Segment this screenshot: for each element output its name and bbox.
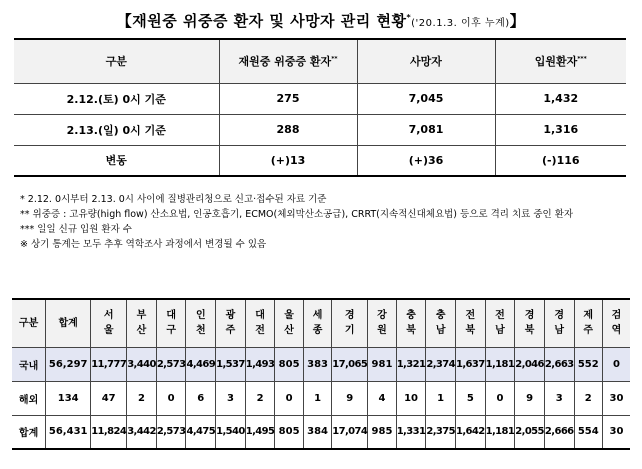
- regional-header-cell: 서 울: [91, 299, 127, 347]
- regional-cell: 2,375: [426, 415, 456, 449]
- regional-row: [12, 347, 630, 381]
- regional-header-cell: 전 남: [485, 299, 515, 347]
- regional-cell: 383: [303, 347, 331, 381]
- regional-header-cell: 충 남: [426, 299, 456, 347]
- regional-cell: 552: [574, 347, 602, 381]
- summary-header-cell: 구분: [14, 39, 219, 83]
- page-title: [0, 10, 642, 31]
- summary-table: [14, 38, 626, 177]
- regional-cell: 2,666: [544, 415, 574, 449]
- regional-cell: 5: [455, 381, 485, 415]
- regional-header-cell: 제 주: [574, 299, 602, 347]
- regional-cell: 11,824: [91, 415, 127, 449]
- regional-row: [12, 415, 630, 449]
- footnotes: [20, 192, 573, 252]
- regional-cell: 4,469: [186, 347, 216, 381]
- regional-cell: 1,331: [396, 415, 426, 449]
- regional-table: [12, 298, 630, 450]
- summary-cell: (+)13: [219, 145, 357, 176]
- regional-cell: 2: [127, 381, 157, 415]
- regional-header-cell: 대 구: [156, 299, 186, 347]
- summary-cell: 1,432: [495, 83, 626, 114]
- title-star: *: [406, 13, 412, 22]
- regional-cell: 9: [332, 381, 368, 415]
- regional-cell: 합계: [12, 415, 46, 449]
- regional-cell: 1,493: [245, 347, 275, 381]
- regional-cell: 56,297: [46, 347, 91, 381]
- regional-cell: 1: [426, 381, 456, 415]
- regional-cell: 4,475: [186, 415, 216, 449]
- regional-cell: 6: [186, 381, 216, 415]
- summary-cell: (+)36: [357, 145, 495, 176]
- regional-header-cell: 부 산: [127, 299, 157, 347]
- regional-cell: 30: [602, 415, 630, 449]
- regional-cell: 0: [156, 381, 186, 415]
- regional-header-cell: 강 원: [368, 299, 396, 347]
- summary-cell: (-)116: [495, 145, 626, 176]
- regional-cell: 3: [544, 381, 574, 415]
- regional-cell: 해외: [12, 381, 46, 415]
- title-suffix: ('20.1.3. 이후 누계): [411, 18, 510, 29]
- regional-cell: 11,777: [91, 347, 127, 381]
- regional-header-cell: 인 천: [186, 299, 216, 347]
- regional-cell: 2: [574, 381, 602, 415]
- regional-cell: 1,321: [396, 347, 426, 381]
- regional-cell: 1,181: [485, 415, 515, 449]
- regional-cell: 30: [602, 381, 630, 415]
- regional-row: [12, 381, 630, 415]
- regional-cell: 47: [91, 381, 127, 415]
- footnote: * 2.12. 0시부터 2.13. 0시 사이에 질병관리청으로 신고·접수된 자료 기준: [20, 194, 327, 205]
- regional-cell: 국내: [12, 347, 46, 381]
- regional-header-cell: 전 북: [455, 299, 485, 347]
- regional-cell: 2,573: [156, 415, 186, 449]
- summary-cell: 275: [219, 83, 357, 114]
- regional-header-cell: 광 주: [216, 299, 246, 347]
- summary-cell: 2.12.(토) 0시 기준: [14, 83, 219, 114]
- summary-cell: 288: [219, 114, 357, 145]
- regional-cell: 4: [368, 381, 396, 415]
- summary-row: [14, 114, 626, 145]
- regional-header-cell: 울 산: [275, 299, 303, 347]
- regional-cell: 1,537: [216, 347, 246, 381]
- regional-cell: 985: [368, 415, 396, 449]
- summary-header-cell: 재원중 위중증 환자**: [219, 39, 357, 83]
- footnote: ※ 상기 통계는 모두 추후 역학조사 과정에서 변경될 수 있음: [20, 239, 267, 250]
- regional-header-cell: 경 남: [544, 299, 574, 347]
- summary-header-cell: 입원환자***: [495, 39, 626, 83]
- regional-cell: 1: [303, 381, 331, 415]
- regional-header-cell: 경 북: [515, 299, 545, 347]
- summary-row: [14, 145, 626, 176]
- regional-cell: 1,181: [485, 347, 515, 381]
- regional-header-cell: 검 역: [602, 299, 630, 347]
- regional-cell: 805: [275, 347, 303, 381]
- regional-cell: 2,663: [544, 347, 574, 381]
- regional-header-cell: 합계: [46, 299, 91, 347]
- regional-cell: 134: [46, 381, 91, 415]
- summary-cell: 7,045: [357, 83, 495, 114]
- regional-cell: 1,642: [455, 415, 485, 449]
- regional-header-cell: 대 전: [245, 299, 275, 347]
- regional-cell: 1,637: [455, 347, 485, 381]
- regional-cell: 2: [245, 381, 275, 415]
- regional-cell: 981: [368, 347, 396, 381]
- regional-cell: 10: [396, 381, 426, 415]
- regional-cell: 0: [275, 381, 303, 415]
- regional-cell: 0: [485, 381, 515, 415]
- regional-header-row: [12, 299, 630, 347]
- regional-cell: 17,074: [332, 415, 368, 449]
- regional-cell: 3,440: [127, 347, 157, 381]
- regional-header-cell: 경 기: [332, 299, 368, 347]
- summary-cell: 7,081: [357, 114, 495, 145]
- regional-cell: 384: [303, 415, 331, 449]
- regional-header-cell: 세 종: [303, 299, 331, 347]
- regional-header-cell: 충 북: [396, 299, 426, 347]
- summary-cell: 2.13.(일) 0시 기준: [14, 114, 219, 145]
- regional-cell: 0: [602, 347, 630, 381]
- title-main: 【재원중 위중증 환자 및 사망자 관리 현황: [116, 12, 407, 30]
- title-close: 】: [509, 12, 526, 30]
- regional-cell: 3,442: [127, 415, 157, 449]
- regional-cell: 17,065: [332, 347, 368, 381]
- regional-cell: 3: [216, 381, 246, 415]
- regional-cell: 805: [275, 415, 303, 449]
- regional-cell: 2,573: [156, 347, 186, 381]
- regional-cell: 56,431: [46, 415, 91, 449]
- regional-cell: 2,055: [515, 415, 545, 449]
- summary-cell: 1,316: [495, 114, 626, 145]
- summary-header-row: [14, 39, 626, 83]
- summary-header-cell: 사망자: [357, 39, 495, 83]
- summary-row: [14, 83, 626, 114]
- regional-cell: 2,374: [426, 347, 456, 381]
- regional-cell: 9: [515, 381, 545, 415]
- regional-cell: 1,495: [245, 415, 275, 449]
- regional-cell: 1,540: [216, 415, 246, 449]
- footnote: ** 위중증 : 고유량(high flow) 산소요법, 인공호흡기, ECMO(체외막산소공급), CRRT(지속적신대체요법) 등으로 격리 치료 중인 환자: [20, 209, 574, 220]
- regional-header-cell: 구분: [12, 299, 46, 347]
- regional-cell: 2,046: [515, 347, 545, 381]
- regional-cell: 554: [574, 415, 602, 449]
- summary-cell: 변동: [14, 145, 219, 176]
- footnote: *** 일일 신규 입원 환자 수: [20, 224, 132, 235]
